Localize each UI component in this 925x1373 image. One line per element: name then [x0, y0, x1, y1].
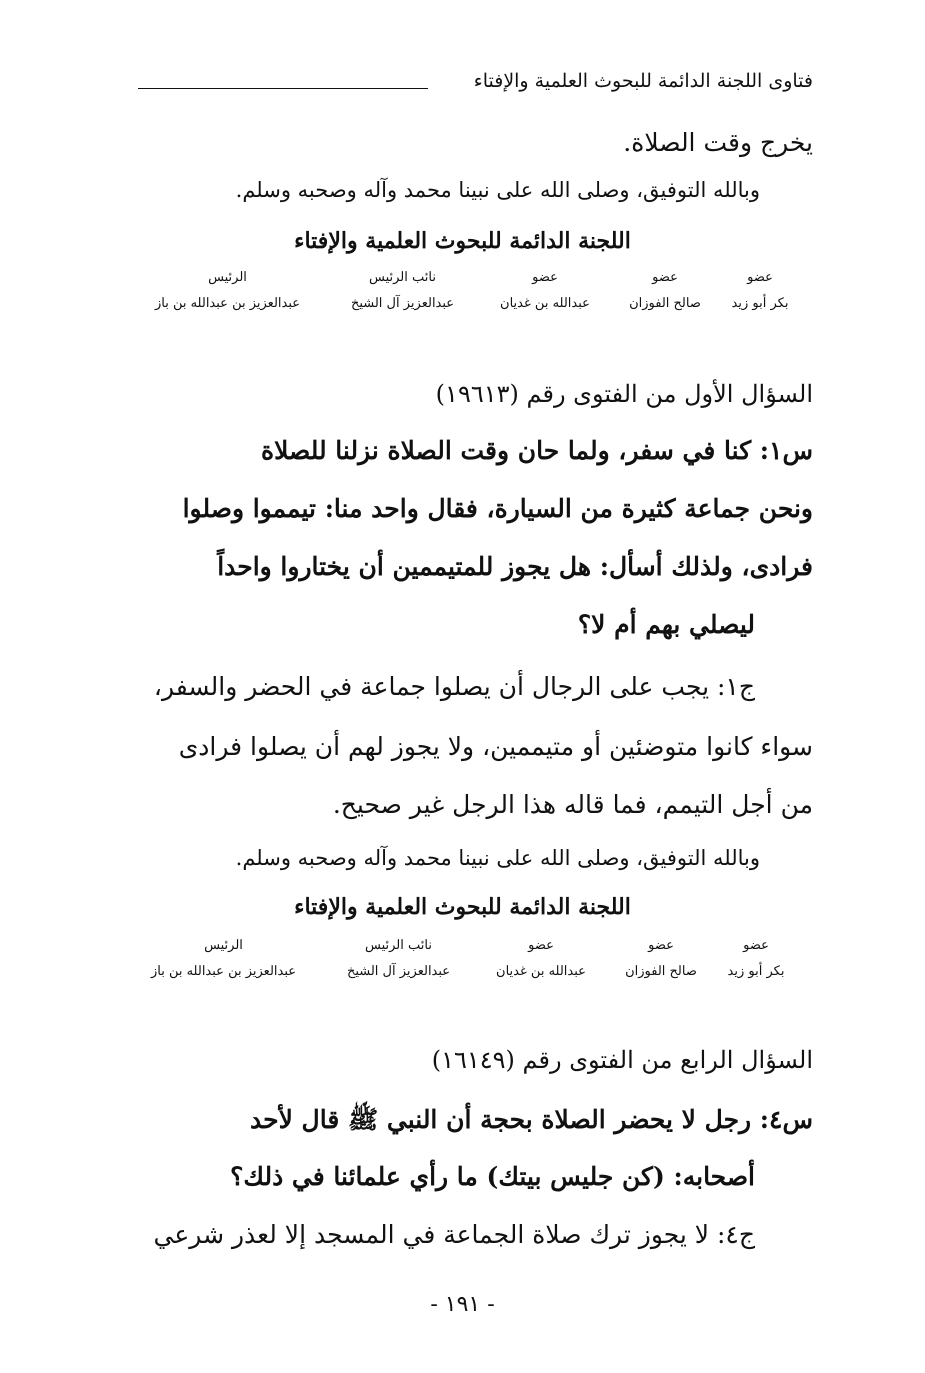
- fatwa-1-title: السؤال الأول من الفتوى رقم (١٩٦١٣): [435, 380, 813, 408]
- signature-member-1: [711, 938, 801, 979]
- intro-line: يخرج وقت الصلاة.: [623, 128, 813, 157]
- signature-role: عضو: [648, 938, 674, 953]
- signature-role: الرئيس: [208, 270, 247, 285]
- fatwa-1-answer-line: من أجل التيمم، فما قاله هذا الرجل غير صحيح.: [332, 790, 813, 819]
- signature-member-3: [481, 938, 601, 979]
- fatwa-1-question-line: ليصلي بهم أم لا؟: [577, 610, 755, 639]
- signature-member-5: [136, 938, 311, 979]
- signature-name: صالح الفوزان: [629, 296, 701, 311]
- page-number: - ١٩١ -: [430, 1292, 495, 1317]
- signature-name: بكر أبو زيد: [727, 964, 785, 979]
- header-rule: [138, 88, 428, 89]
- signature-member-4: [325, 270, 480, 311]
- signature-name: صالح الفوزان: [625, 964, 697, 979]
- fatwa-1-answer-line: ج١: يجب على الرجال أن يصلوا جماعة في الحضر والسفر،: [153, 672, 755, 701]
- signature-name: عبدالعزيز بن عبدالله بن باز: [150, 964, 297, 979]
- fatwa-1-closing: وبالله التوفيق، وصلى الله على نبينا محمد وآله وصحبه وسلم.: [235, 846, 760, 870]
- signature-name: بكر أبو زيد: [731, 296, 789, 311]
- fatwa-1-question-line: ونحن جماعة كثيرة من السيارة، فقال واحد منا: تيمموا وصلوا: [182, 494, 813, 523]
- signature-name: عبدالعزيز بن عبدالله بن باز: [154, 296, 301, 311]
- fatwa-1-answer-line: سواء كانوا متوضئين أو متيممين، ولا يجوز لهم أن يصلوا فرادى: [178, 732, 813, 761]
- fatwa-1-question-line: فرادى، ولذلك أسأل: هل يجوز للمتيممين أن يختاروا واحداً: [217, 552, 813, 581]
- signature-role: نائب الرئيس: [365, 938, 432, 953]
- fatwa-2-question-line: أصحابه: (كن جليس بيتك) ما رأي علمائنا في ذلك؟: [230, 1162, 755, 1191]
- signature-name: عبدالعزيز آل الشيخ: [346, 964, 451, 979]
- signature-member-5: [140, 270, 315, 311]
- signature-member-4: [321, 938, 476, 979]
- fatwa-2-question-line: س٤: رجل لا يحضر الصلاة بحجة أن النبي ﷺ قال لأحد: [250, 1105, 813, 1134]
- signature-role: عضو: [743, 938, 769, 953]
- committee-title-1: اللجنة الدائمة للبحوث العلمية والإفتاء: [294, 228, 631, 254]
- signature-role: عضو: [532, 270, 558, 285]
- signature-member-3: [485, 270, 605, 311]
- fatwa-2-answer-line: ج٤: لا يجوز ترك صلاة الجماعة في المسجد إلا لعذر شرعي: [153, 1220, 755, 1249]
- signature-block-2: [146, 938, 801, 998]
- fatwa-2-title: السؤال الرابع من الفتوى رقم (١٦١٤٩): [431, 1046, 813, 1074]
- signature-role: عضو: [747, 270, 773, 285]
- signature-role: الرئيس: [204, 938, 243, 953]
- committee-title-2: اللجنة الدائمة للبحوث العلمية والإفتاء: [294, 894, 631, 920]
- signature-role: نائب الرئيس: [369, 270, 436, 285]
- signature-block-1: [150, 270, 805, 330]
- signature-name: عبدالعزيز آل الشيخ: [350, 296, 455, 311]
- signature-member-2: [606, 938, 716, 979]
- fatwa-1-question-line: س١: كنا في سفر، ولما حان وقت الصلاة نزلنا للصلاة: [261, 436, 813, 465]
- signature-member-1: [715, 270, 805, 311]
- signature-member-2: [610, 270, 720, 311]
- signature-name: عبدالله بن غديان: [500, 296, 590, 311]
- intro-closing: وبالله التوفيق، وصلى الله على نبينا محمد وآله وصحبه وسلم.: [235, 178, 760, 202]
- running-head: فتاوى اللجنة الدائمة للبحوث العلمية والإفتاء: [473, 70, 813, 92]
- signature-name: عبدالله بن غديان: [496, 964, 586, 979]
- signature-role: عضو: [528, 938, 554, 953]
- signature-role: عضو: [652, 270, 678, 285]
